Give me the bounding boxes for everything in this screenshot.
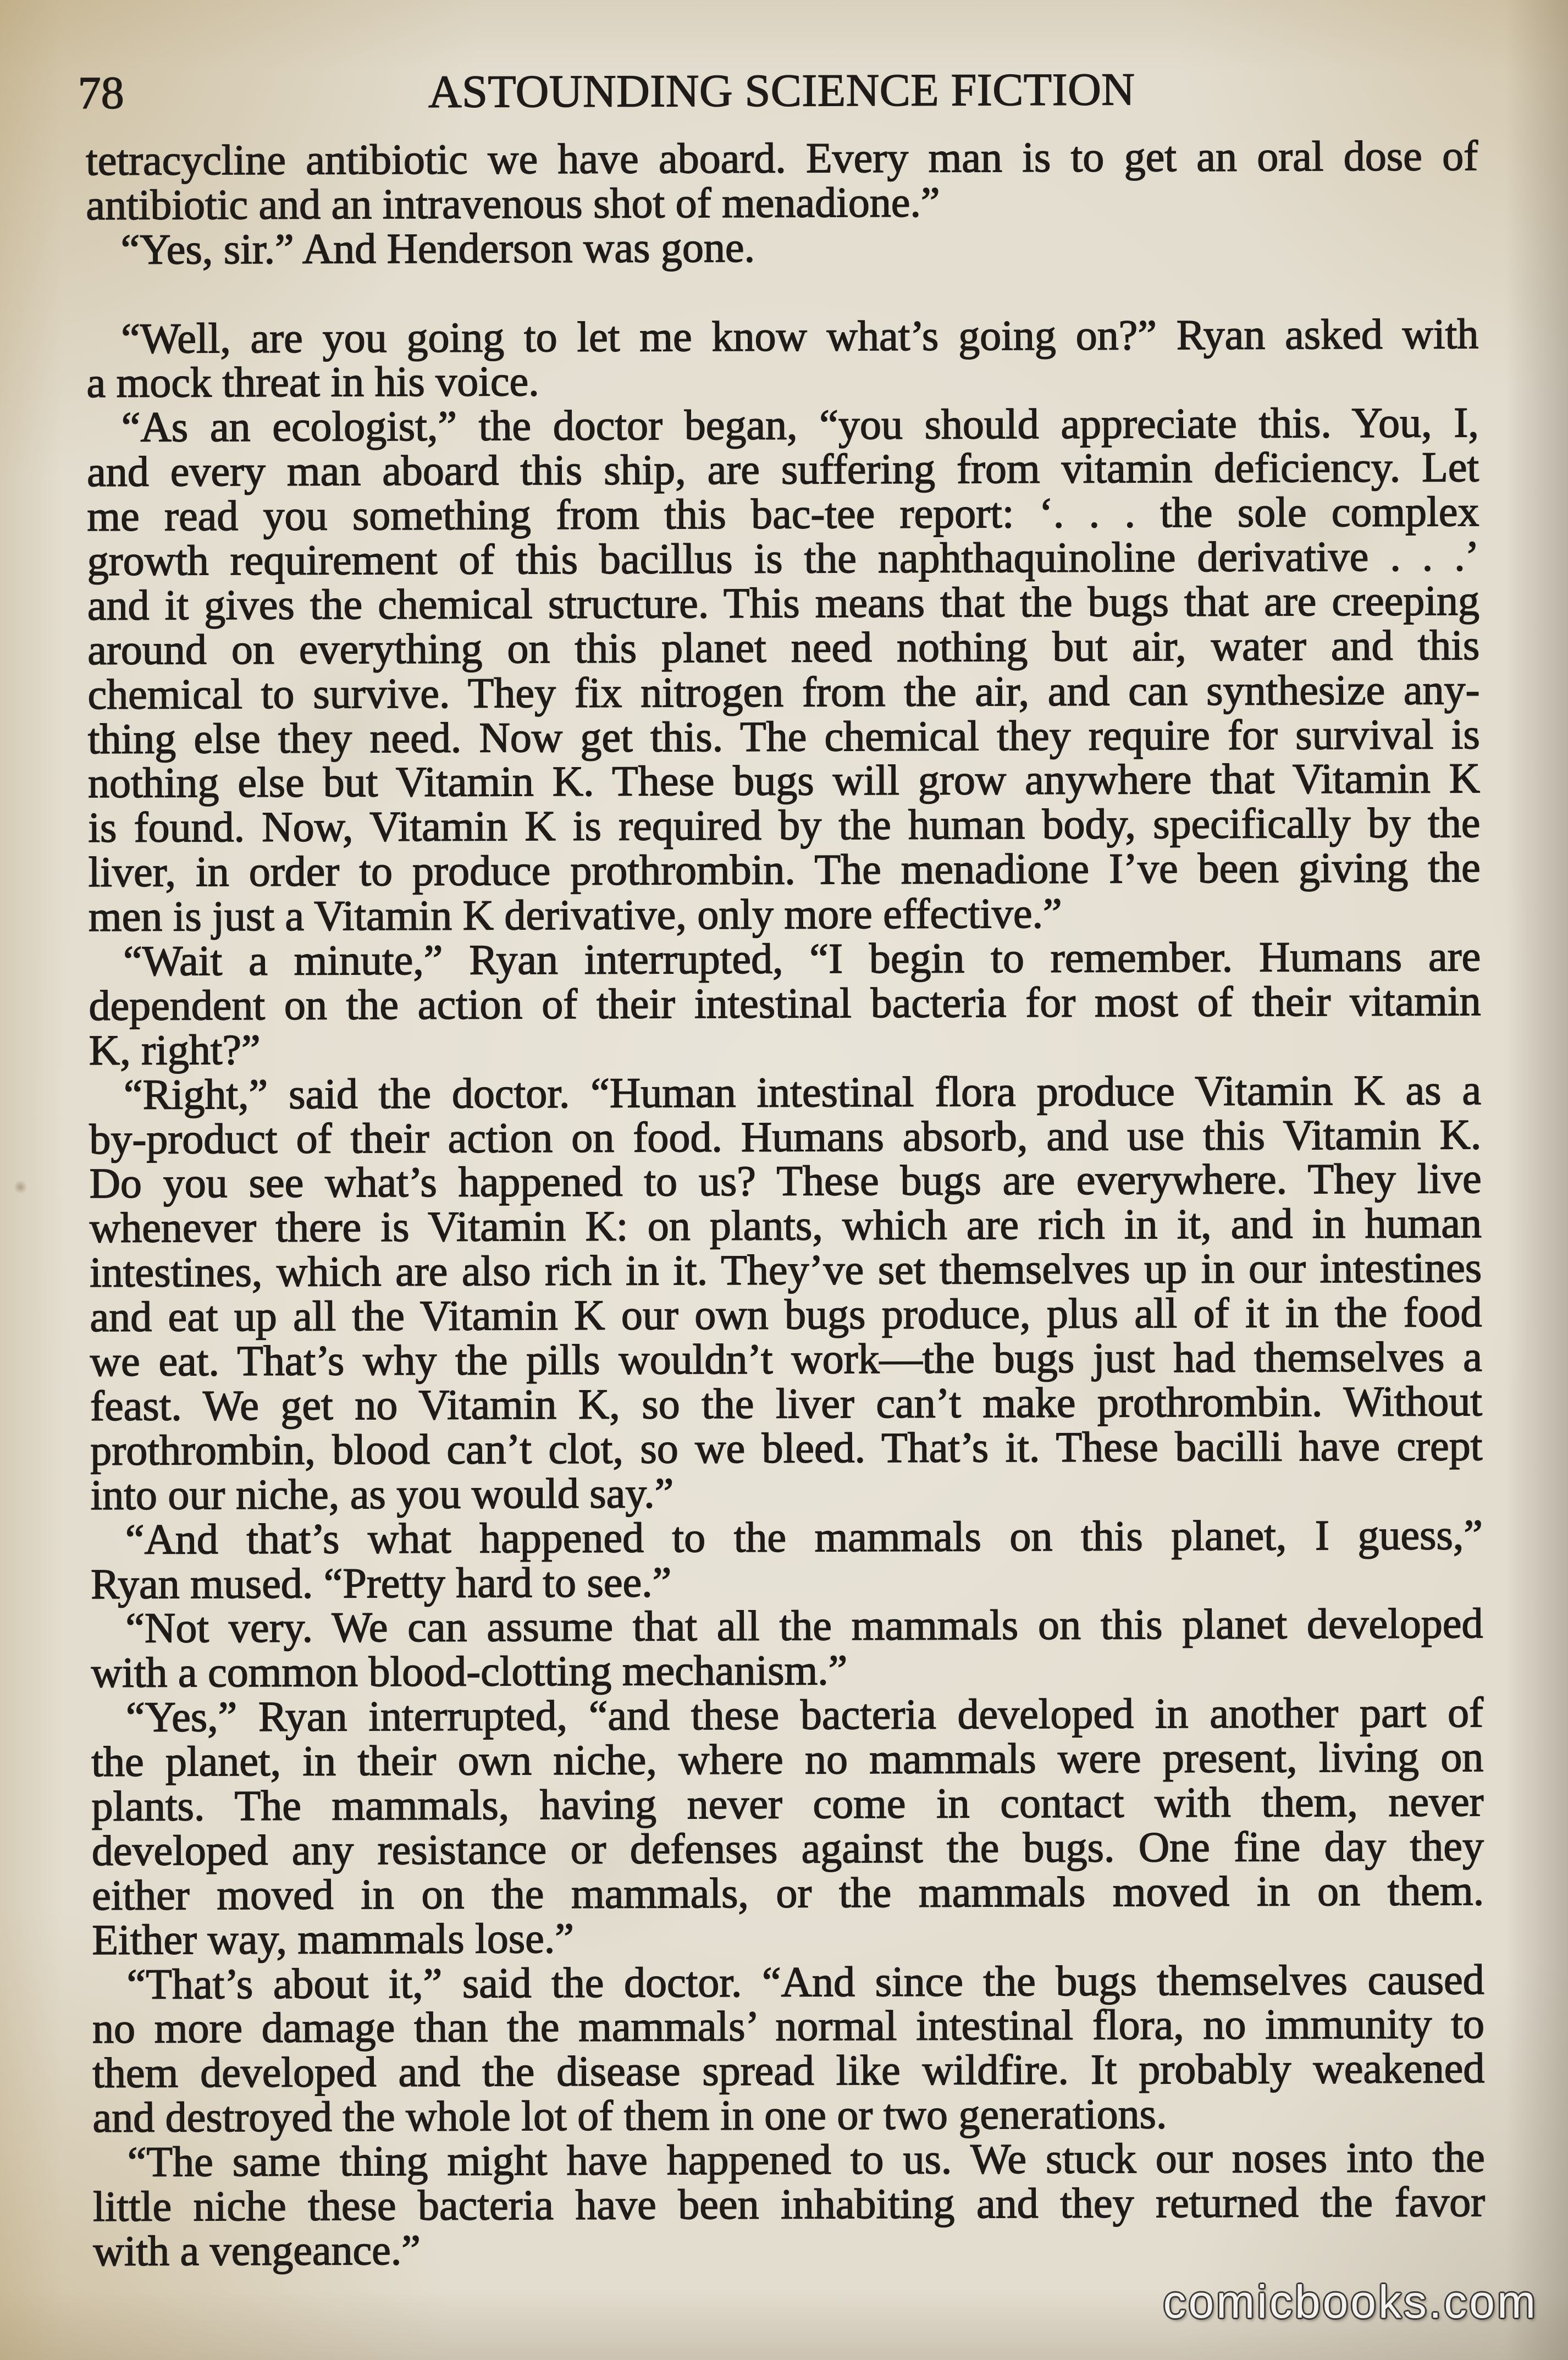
text-line: into our niche, as you would say.” <box>90 1469 674 1519</box>
text-line: and destroyed the whole lot of them in one or two generations. <box>92 2089 1167 2142</box>
paragraph <box>86 309 1479 407</box>
text-line: plants. The mammals, having never come in contact with them, never <box>91 1777 1484 1830</box>
text-line: either moved in on the mammals, or the mammals moved in on them. <box>91 1866 1484 1919</box>
watermark: comicbooks.com <box>1163 2276 1538 2328</box>
text-line: whenever there is Vitamin K: on plants, which are rich in it, and in human <box>89 1199 1482 1252</box>
text-line: we eat. That’s why the pills wouldn’t work—the bugs just had themselves a <box>90 1332 1482 1386</box>
text-line: little niche these bacteria have been inhabiting and they returned the favor <box>92 2177 1486 2230</box>
paragraph <box>89 1065 1483 1519</box>
text-line: no more damage than the mammals’ normal intestinal flora, no immunity to <box>92 1999 1485 2053</box>
paragraph <box>91 1510 1483 1608</box>
paragraph <box>91 1599 1483 1697</box>
text-line: Either way, mammals lose.” <box>92 1914 575 1964</box>
text-line: liver, in order to produce prothrombin. The menadione I’ve been giving the <box>88 843 1481 896</box>
text-line: and every man aboard this ship, are suffering from vitamin deficiency. Let <box>86 443 1479 496</box>
paragraph <box>91 1690 1484 1962</box>
text-line: “Yes, sir.” And Henderson was gone. <box>120 223 755 273</box>
text-line: K, right?” <box>89 1025 261 1074</box>
text-line: dependent on the action of their intestinal bacteria for most of their vitamin <box>89 977 1481 1029</box>
paragraph <box>86 398 1481 941</box>
text-line: antibiotic and an intravenous shot of menadione.” <box>86 178 940 229</box>
paragraph <box>93 2135 1486 2274</box>
paragraph <box>92 1955 1485 2142</box>
text-line: “And that’s what happened to the mammals on this planet, I guess,” <box>125 1510 1483 1563</box>
text-line: men is just a Vitamin K derivative, only more effective.” <box>88 889 1062 941</box>
text-line: “Not very. We can assume that all the mammals on this planet developed <box>125 1599 1483 1652</box>
running-header <box>78 64 1478 119</box>
text-line: Do you see what’s happened to us? These bugs are everywhere. They live <box>89 1154 1482 1207</box>
page-number: 78 <box>78 67 124 119</box>
text-line: intestines, which are also rich in it. They’ve set themselves up in our intestines <box>90 1243 1482 1297</box>
text-line: “Right,” said the doctor. “Human intestinal flora produce Vitamin K as a <box>123 1065 1482 1118</box>
text-line: tetracycline antibiotic we have aboard. Every man is to get an oral dose of <box>85 131 1478 184</box>
text-line: around on everything on this planet need nothing but air, water and this <box>87 620 1480 674</box>
text-line: prothrombin, blood can’t clot, so we bleed. That’s it. These bacilli have crept <box>90 1421 1483 1474</box>
paragraph <box>89 934 1481 1073</box>
magazine-title: ASTOUNDING SCIENCE FICTION <box>428 64 1135 118</box>
section-break <box>86 267 1478 317</box>
text-line: “Wait a minute,” Ryan interrupted, “I begin to remember. Humans are <box>123 932 1481 985</box>
text-line: nothing else but Vitamin K. These bugs will grow anywhere that Vitamin K <box>87 754 1481 807</box>
text-line: with a vengeance.” <box>93 2225 421 2275</box>
text-line: “The same thing might have happened to us. We stuck our noses into the <box>127 2133 1485 2186</box>
text-line: them developed and the disease spread like wildfire. It probably weakened <box>92 2044 1485 2097</box>
text-line: with a common blood-clotting mechanism.” <box>91 1646 848 1697</box>
paragraph <box>85 131 1478 229</box>
text-line: a mock threat in his voice. <box>86 357 539 407</box>
text-line: developed any resistance or defenses against the bugs. One fine day they <box>91 1821 1484 1874</box>
paragraph <box>86 223 1478 272</box>
text-line: feast. We get no Vitamin K, so the liver can’t make prothrombin. Without <box>90 1377 1483 1430</box>
text-line: is found. Now, Vitamin K is required by the human body, specifically by the <box>88 798 1481 852</box>
text-line: “Yes,” Ryan interrupted, “and these bacteria developed in another part of <box>125 1688 1484 1741</box>
body-text <box>85 131 1486 2275</box>
text-line: by-product of their action on food. Humans absorb, and use this Vitamin K. <box>89 1110 1482 1163</box>
text-line: “Well, are you going to let me know what’s going on?” Ryan asked with <box>121 309 1479 362</box>
text-line: Ryan mused. “Pretty hard to see.” <box>91 1557 672 1608</box>
text-line: chemical to survive. They fix nitrogen from the air, and can synthesize any- <box>87 665 1480 718</box>
text-line: “As an ecologist,” the doctor began, “you should appreciate this. You, I, <box>121 398 1479 451</box>
text-line: and eat up all the Vitamin K our own bugs produce, plus all of it in the food <box>90 1288 1482 1341</box>
text-line: thing else they need. Now get this. The chemical they require for survival is <box>87 709 1480 763</box>
text-line: me read you something from this bac-tee report: ‘. . . the sole complex <box>87 487 1479 541</box>
text-line: “That’s about it,” said the doctor. “And since the bugs themselves caused <box>126 1955 1484 2008</box>
text-line: growth requirement of this bacillus is the naphthaquinoline derivative . . .’ <box>87 532 1479 585</box>
text-line: the planet, in their own niche, where no mammals were present, living on <box>91 1733 1484 1786</box>
text-line: and it gives the chemical structure. This means that the bugs that are creeping <box>87 576 1480 629</box>
